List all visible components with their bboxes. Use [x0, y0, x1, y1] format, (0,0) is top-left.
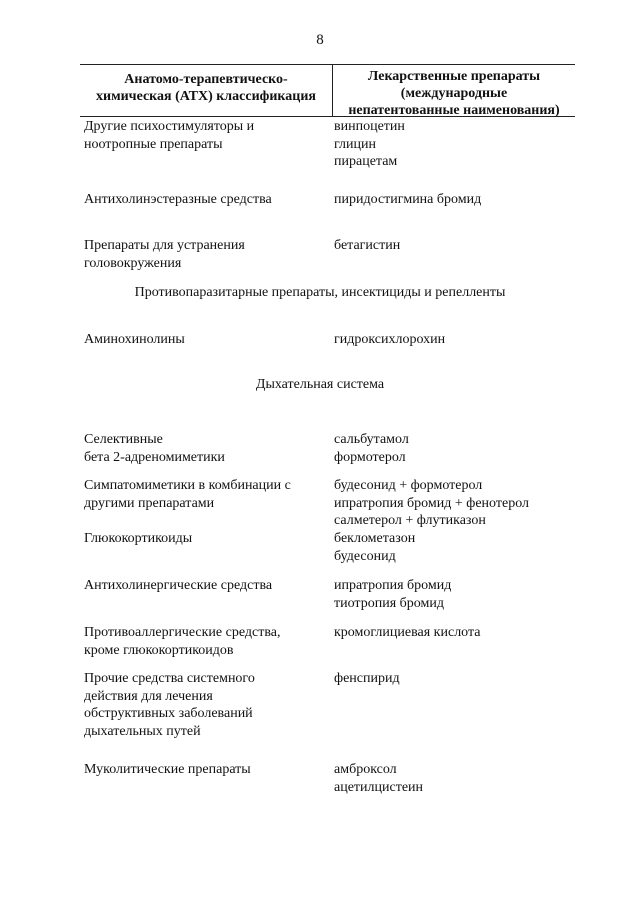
class-line: Селективные	[84, 432, 163, 447]
row-class-cell	[84, 118, 326, 153]
row-class-cell	[84, 477, 326, 512]
row-drugs-cell	[334, 331, 579, 349]
row-class-cell	[84, 624, 326, 659]
row-class-cell	[84, 761, 326, 779]
class-line: головокружения	[84, 255, 182, 271]
class-line: кроме глюкокортикоидов	[84, 642, 234, 658]
class-line: Симпатомиметики в комбинации с	[84, 478, 291, 493]
drug-name: формотерол	[334, 449, 406, 465]
class-line: действия для лечения	[84, 688, 213, 704]
drug-name: пиридостигмина бромид	[334, 192, 482, 207]
row-drugs-cell	[334, 477, 579, 530]
class-line: дыхательных путей	[84, 723, 201, 739]
drug-name: беклометазон	[334, 531, 416, 546]
header-drugs-line: (международные	[400, 86, 508, 101]
class-line: Противоаллергические средства,	[84, 625, 281, 640]
row-class-cell	[84, 431, 326, 466]
drug-name: ацетилцистеин	[334, 779, 424, 795]
row-class-cell	[84, 670, 326, 740]
row-drugs-cell	[334, 118, 579, 171]
drug-name: гидроксихлорохин	[334, 332, 446, 347]
section-heading-respiratory: Дыхательная система	[255, 377, 385, 392]
class-line: обструктивных заболеваний	[84, 706, 253, 721]
drug-name: ипратропия бромид + фенотерол	[334, 495, 530, 511]
class-line: другими препаратами	[84, 495, 215, 511]
class-line: ноотропные препараты	[84, 136, 223, 152]
row-drugs-cell	[334, 237, 579, 255]
table-header	[80, 64, 575, 117]
class-line: Другие психостимуляторы и	[84, 119, 255, 134]
class-line: Препараты для устранения	[84, 238, 245, 253]
class-line: Прочие средства системного	[84, 671, 255, 686]
header-drugs-line: непатентованные наименования)	[348, 103, 560, 118]
class-line: Глюкокортикоиды	[84, 531, 193, 546]
class-line: Антихолинэстеразные средства	[84, 192, 272, 207]
drug-name: сальбутамол	[334, 432, 409, 447]
row-drugs-cell	[334, 577, 579, 612]
drug-name: винпоцетин	[334, 119, 405, 134]
class-line: Муколитические препараты	[84, 762, 251, 777]
row-class-cell	[84, 237, 326, 272]
drug-name: будесонид + формотерол	[334, 478, 483, 493]
drug-name: амброксол	[334, 762, 397, 777]
row-drugs-cell	[334, 624, 579, 642]
class-line: Антихолинергические средства	[84, 578, 273, 593]
drug-name: тиотропия бромид	[334, 595, 444, 611]
row-drugs-cell	[334, 761, 579, 796]
row-class-cell	[84, 577, 326, 595]
header-drugs-column	[332, 65, 575, 116]
row-drugs-cell	[334, 530, 579, 565]
class-line: бета 2-адреномиметики	[84, 449, 225, 465]
header-atc-column	[80, 65, 332, 116]
drug-name: фенспирид	[334, 671, 400, 686]
row-class-cell	[84, 530, 326, 548]
header-drugs-line: Лекарственные препараты	[367, 69, 541, 84]
drug-name: салметерол + флутиказон	[334, 513, 486, 528]
drug-name: бетагистин	[334, 238, 401, 253]
header-atc-line: химическая (АТХ) классификация	[96, 89, 316, 104]
row-drugs-cell	[334, 191, 579, 209]
class-line: Аминохинолины	[84, 332, 185, 347]
drug-name: ипратропия бромид	[334, 578, 452, 593]
header-atc-line: Анатомо-терапевтическо-	[124, 72, 288, 87]
row-class-cell	[84, 331, 326, 349]
section-heading-antiparasitic: Противопаразитарные препараты, инсектициды и репелленты	[134, 285, 506, 300]
drug-name: кромоглициевая кислота	[334, 625, 481, 640]
row-class-cell	[84, 191, 326, 209]
row-drugs-cell	[334, 670, 579, 688]
drug-name: пирацетам	[334, 154, 398, 169]
page-number: 8	[316, 32, 324, 48]
drug-name: глицин	[334, 136, 376, 152]
drug-name: будесонид	[334, 548, 396, 564]
row-drugs-cell	[334, 431, 579, 466]
